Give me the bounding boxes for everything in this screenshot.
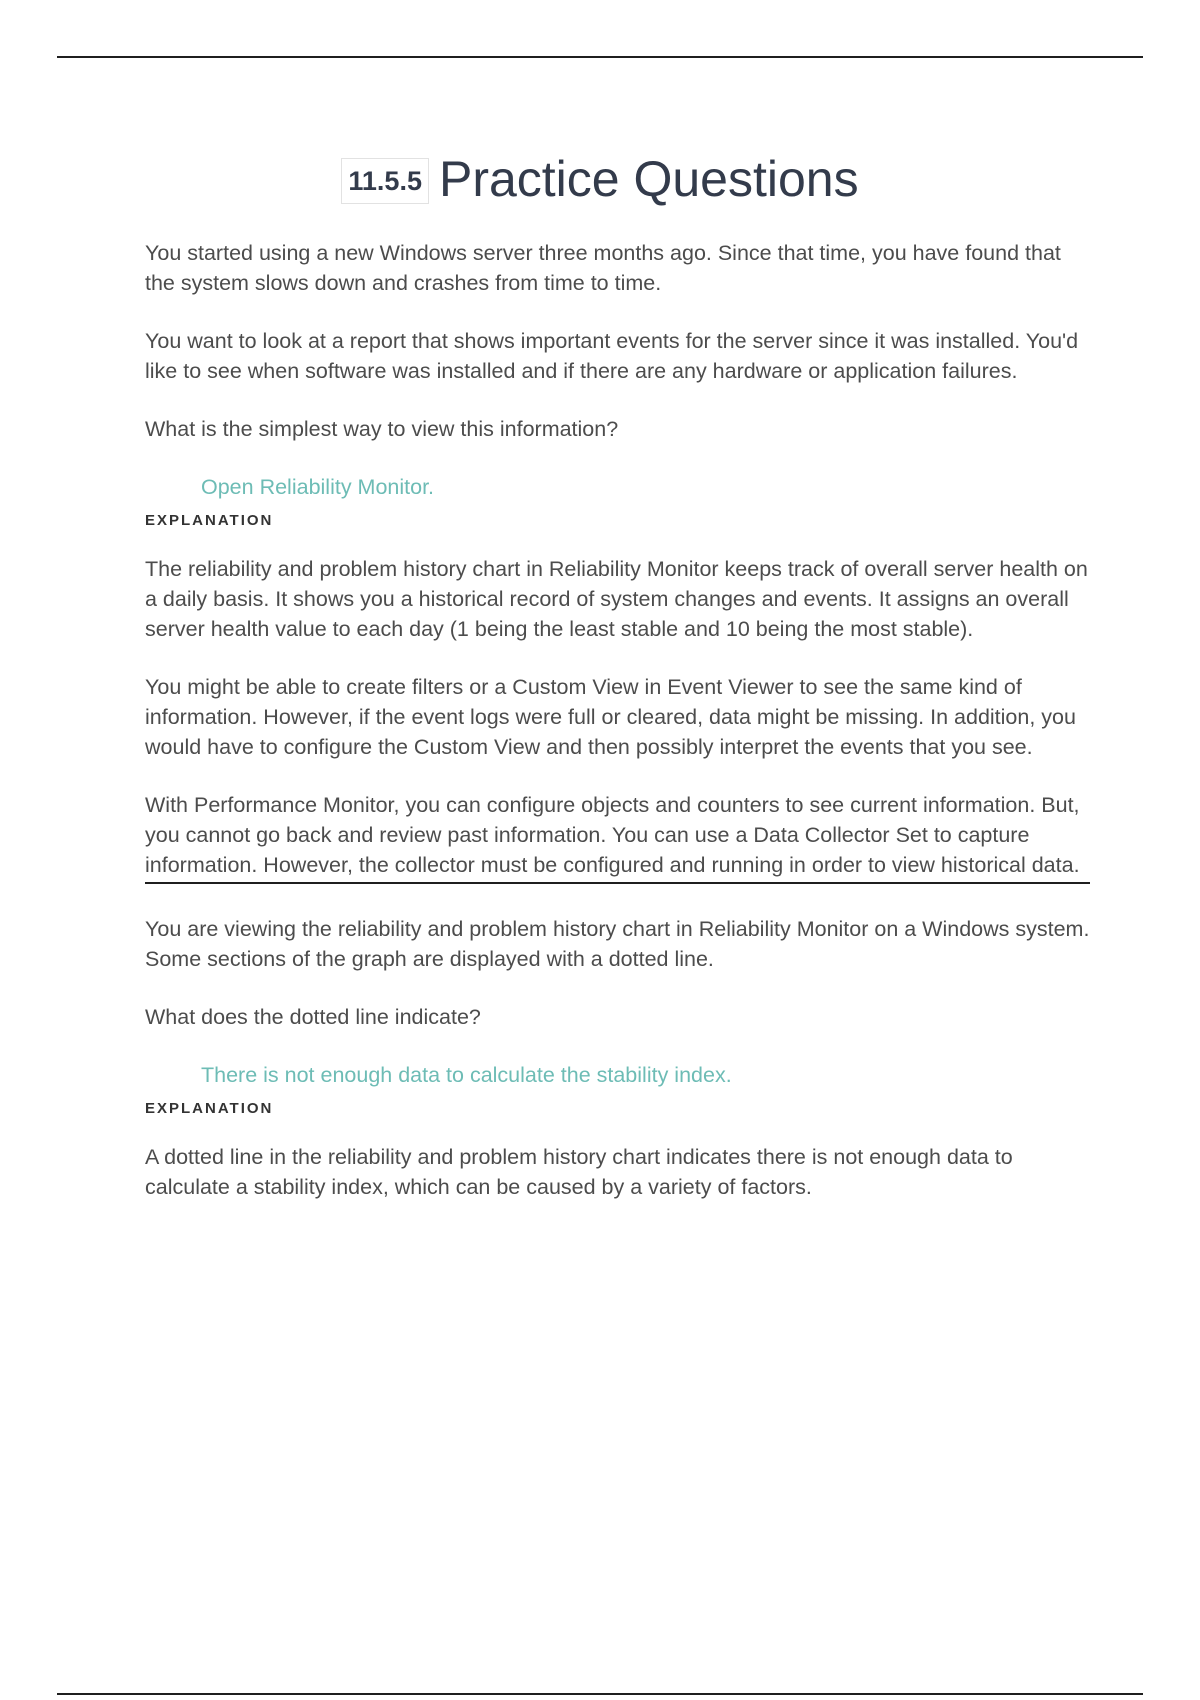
questions-content [145,238,1090,1230]
page-top-rule [57,56,1143,58]
explanation-label: EXPLANATION [145,1100,274,1117]
question-block [145,914,1090,1202]
question-paragraph: You are viewing the reliability and problem history chart in Reliability Monitor on a Windows system. Some sections of the graph are displayed with a dotted line. [145,917,1090,971]
question-block [145,238,1090,880]
explanation-paragraph: You might be able to create filters or a Custom View in Event Viewer to see the same kind of information. However, if the event logs were full or cleared, data might be missing. In addition, you would have to configure the Custom View and then possibly interpret the events that you see. [145,675,1076,759]
question-prompt: What does the dotted line indicate? [145,1005,481,1029]
correct-answer: Open Reliability Monitor. [201,475,435,499]
question-paragraph: You started using a new Windows server three months ago. Since that time, you have found that the system slows down and crashes from time to time. [145,241,1061,295]
question-prompt: What is the simplest way to view this information? [145,417,619,441]
page-header [0,146,1200,212]
question-paragraph: You want to look at a report that shows important events for the server since it was installed. You'd like to see when software was installed and if there are any hardware or application failures. [145,329,1079,383]
explanation-paragraph: A dotted line in the reliability and problem history chart indicates there is not enough data to calculate a stability index, which can be caused by a variety of factors. [145,1145,1013,1199]
explanation-paragraph: The reliability and problem history chart in Reliability Monitor keeps track of overall server health on a daily basis. It shows you a historical record of system changes and events. It assigns an overall server health value to each day (1 being the least stable and 10 being the most stable). [145,557,1088,641]
page-bottom-rule [57,1693,1143,1695]
correct-answer: There is not enough data to calculate the stability index. [201,1063,732,1087]
explanation-paragraph: With Performance Monitor, you can configure objects and counters to see current information. But, you cannot go back and review past information. You can use a Data Collector Set to capture information. However, the collector must be configured and running in order to view historical data. [145,793,1080,877]
explanation-label: EXPLANATION [145,512,274,529]
section-number-badge: 11.5.5 [341,158,429,204]
question-divider [145,882,1090,884]
page-title: Practice Questions [438,151,859,207]
